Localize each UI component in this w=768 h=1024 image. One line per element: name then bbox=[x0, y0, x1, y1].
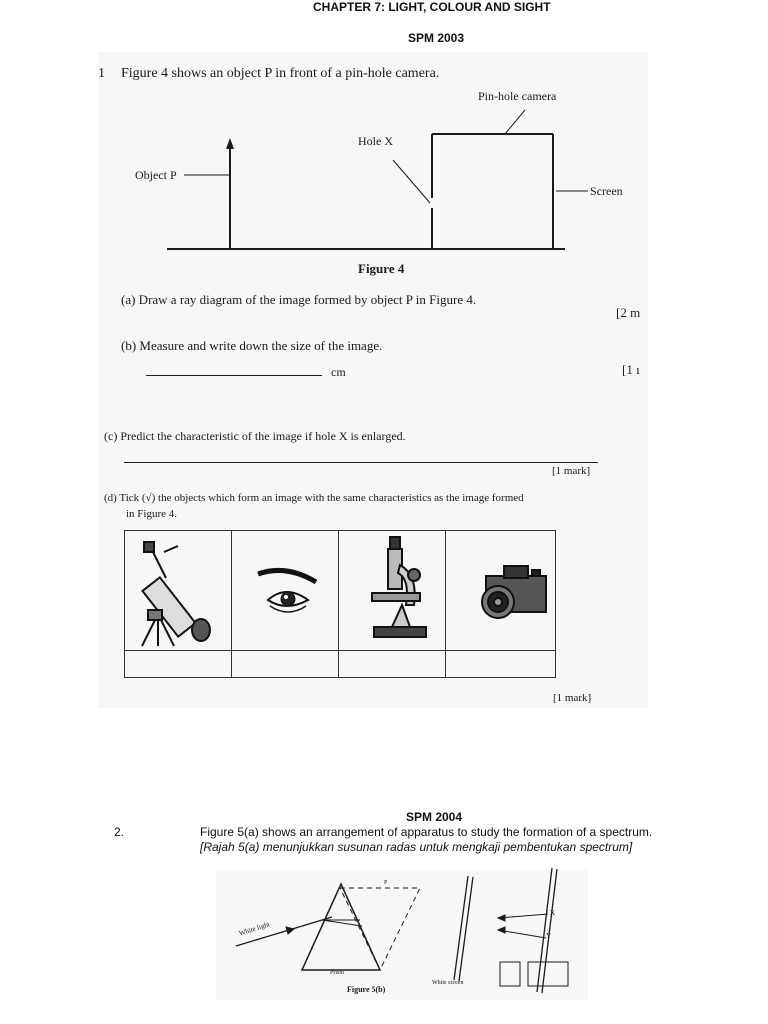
part-a-text: (a) Draw a ray diagram of the image formed by object P in Figure 4. bbox=[121, 292, 477, 307]
part-b-text: (b) Measure and write down the size of the image. bbox=[121, 338, 383, 353]
part-d-text-line2: in Figure 4. bbox=[126, 508, 178, 520]
section-heading-2003: SPM 2003 bbox=[408, 31, 465, 45]
label-object-p: Object P bbox=[135, 168, 177, 182]
label-white-screen: White screen bbox=[432, 980, 464, 986]
part-d-marks: [1 mark] bbox=[553, 692, 592, 704]
dashed-prism-p bbox=[340, 888, 420, 970]
q2-number: 2. bbox=[114, 825, 125, 839]
part-b-unit: cm bbox=[331, 365, 346, 379]
chapter-title: CHAPTER 7: LIGHT, COLOUR AND SIGHT bbox=[313, 0, 551, 14]
q2-text-line1: Figure 5(a) shows an arrangement of apparatus to study the formation of a spectrum. bbox=[200, 825, 653, 839]
part-a-marks: [2 m bbox=[616, 305, 641, 320]
bottom-box-left bbox=[500, 962, 520, 986]
ray-y-arrowhead bbox=[498, 927, 505, 933]
part-c-text: (c) Predict the characteristic of the image if hole X is enlarged. bbox=[104, 429, 406, 443]
figure-4-caption: Figure 4 bbox=[358, 261, 405, 276]
label-p: P bbox=[384, 880, 388, 886]
label-hole-x: Hole X bbox=[358, 134, 393, 148]
q2-text-line2: [Rajah 5(a) menunjukkan susunan radas untuk mengkaji pembentukan spectrum] bbox=[200, 840, 633, 854]
question-intro: Figure 4 shows an object P in front of a pin-hole camera. bbox=[121, 66, 440, 81]
bottom-box-right bbox=[528, 962, 568, 986]
part-c-marks: [1 mark] bbox=[552, 465, 591, 477]
part-d-text-line1: (d) Tick (√) the objects which form an image with the same characteristics as the image formed bbox=[104, 492, 524, 504]
label-white-light: White light bbox=[238, 920, 271, 938]
white-light-arrowhead bbox=[286, 927, 294, 934]
part-b-marks: [1 ı bbox=[622, 362, 640, 377]
figure-5b-caption: Figure 5(b) bbox=[347, 985, 386, 994]
label-y: Y bbox=[546, 932, 552, 940]
question-number: 1 bbox=[98, 66, 105, 81]
section-heading-2004: SPM 2004 bbox=[406, 810, 463, 824]
label-screen: Screen bbox=[590, 184, 623, 198]
label-x: X bbox=[550, 909, 556, 917]
label-pinhole-camera: Pin-hole camera bbox=[478, 89, 557, 103]
label-prism: Prism bbox=[330, 970, 345, 976]
ray-x-arrowhead bbox=[498, 915, 505, 921]
prism bbox=[302, 884, 380, 970]
